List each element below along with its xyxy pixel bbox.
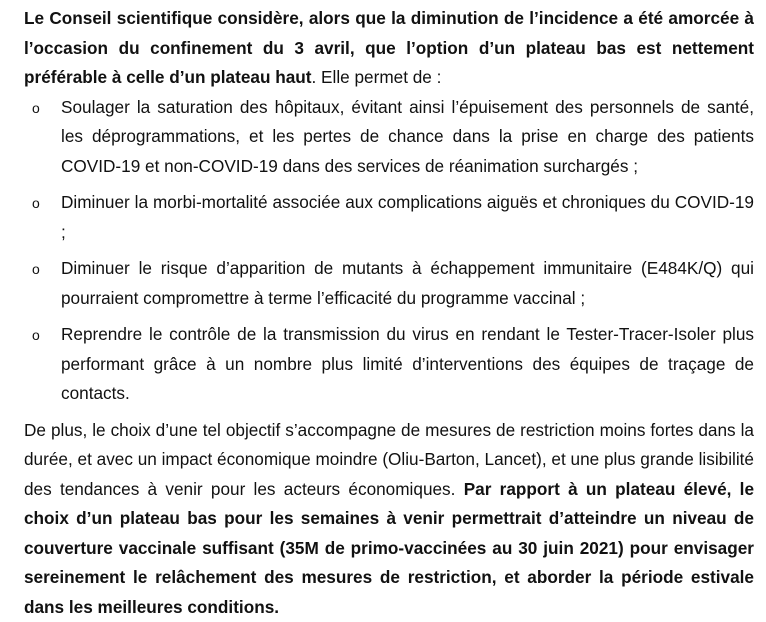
intro-bold-text: Le Conseil scientifique considère, alors que la diminution de l’incidence a été amorcée à l’occasion du confinement du 3 avril, que l’option d’un plateau bas est nettement préférable à celle d’un plateau haut — [24, 8, 754, 87]
intro-paragraph — [24, 4, 754, 93]
bullet-marker: o — [32, 254, 40, 284]
list-item — [24, 93, 754, 182]
bullet-marker: o — [32, 188, 40, 218]
bullet-list — [24, 93, 754, 409]
conclusion-regular-text: De plus, le choix d’une tel objectif s’accompagne de mesures de restriction moins fortes dans la durée, et avec un impact économique moindre (Oliu-Barton, Lancet), et une plus grande lisibilité des tendances à venir pour les acteurs économiques. — [24, 420, 754, 499]
bullet-marker: o — [32, 93, 40, 123]
bullet-marker: o — [32, 320, 40, 350]
list-item — [24, 254, 754, 313]
bullet-text: Soulager la saturation des hôpitaux, évitant ainsi l’épuisement des personnels de santé, les déprogrammations, et les pertes de chance dans la prise en charge des patients COVID-19 et non-COVID-19 dans des services de réanimation surchargés ; — [61, 97, 754, 176]
conclusion-bold-text: Par rapport à un plateau élevé, le choix d’un plateau bas pour les semaines à venir permettrait d’atteindre un niveau de couverture vaccinale suffisant (35M de primo-vaccinées au 30 juin 2021) pour envisager sereinement le relâchement des mesures de restriction, et aborder la période estivale dans les meilleures conditions. — [24, 479, 754, 617]
document-page — [24, 4, 754, 622]
bullet-text: Diminuer le risque d’apparition de mutants à échappement immunitaire (E484K/Q) qui pourraient compromettre à terme l’efficacité du programme vaccinal ; — [61, 258, 754, 308]
conclusion-paragraph — [24, 416, 754, 622]
list-item — [24, 320, 754, 409]
intro-rest-text: . Elle permet de : — [312, 67, 442, 87]
list-item — [24, 188, 754, 247]
bullet-text: Diminuer la morbi-mortalité associée aux complications aiguës et chroniques du COVID-19 ; — [61, 192, 754, 242]
bullet-text: Reprendre le contrôle de la transmission du virus en rendant le Tester-Tracer-Isoler plus performant grâce à un nombre plus limité d’interventions des équipes de traçage de contacts. — [61, 324, 754, 403]
